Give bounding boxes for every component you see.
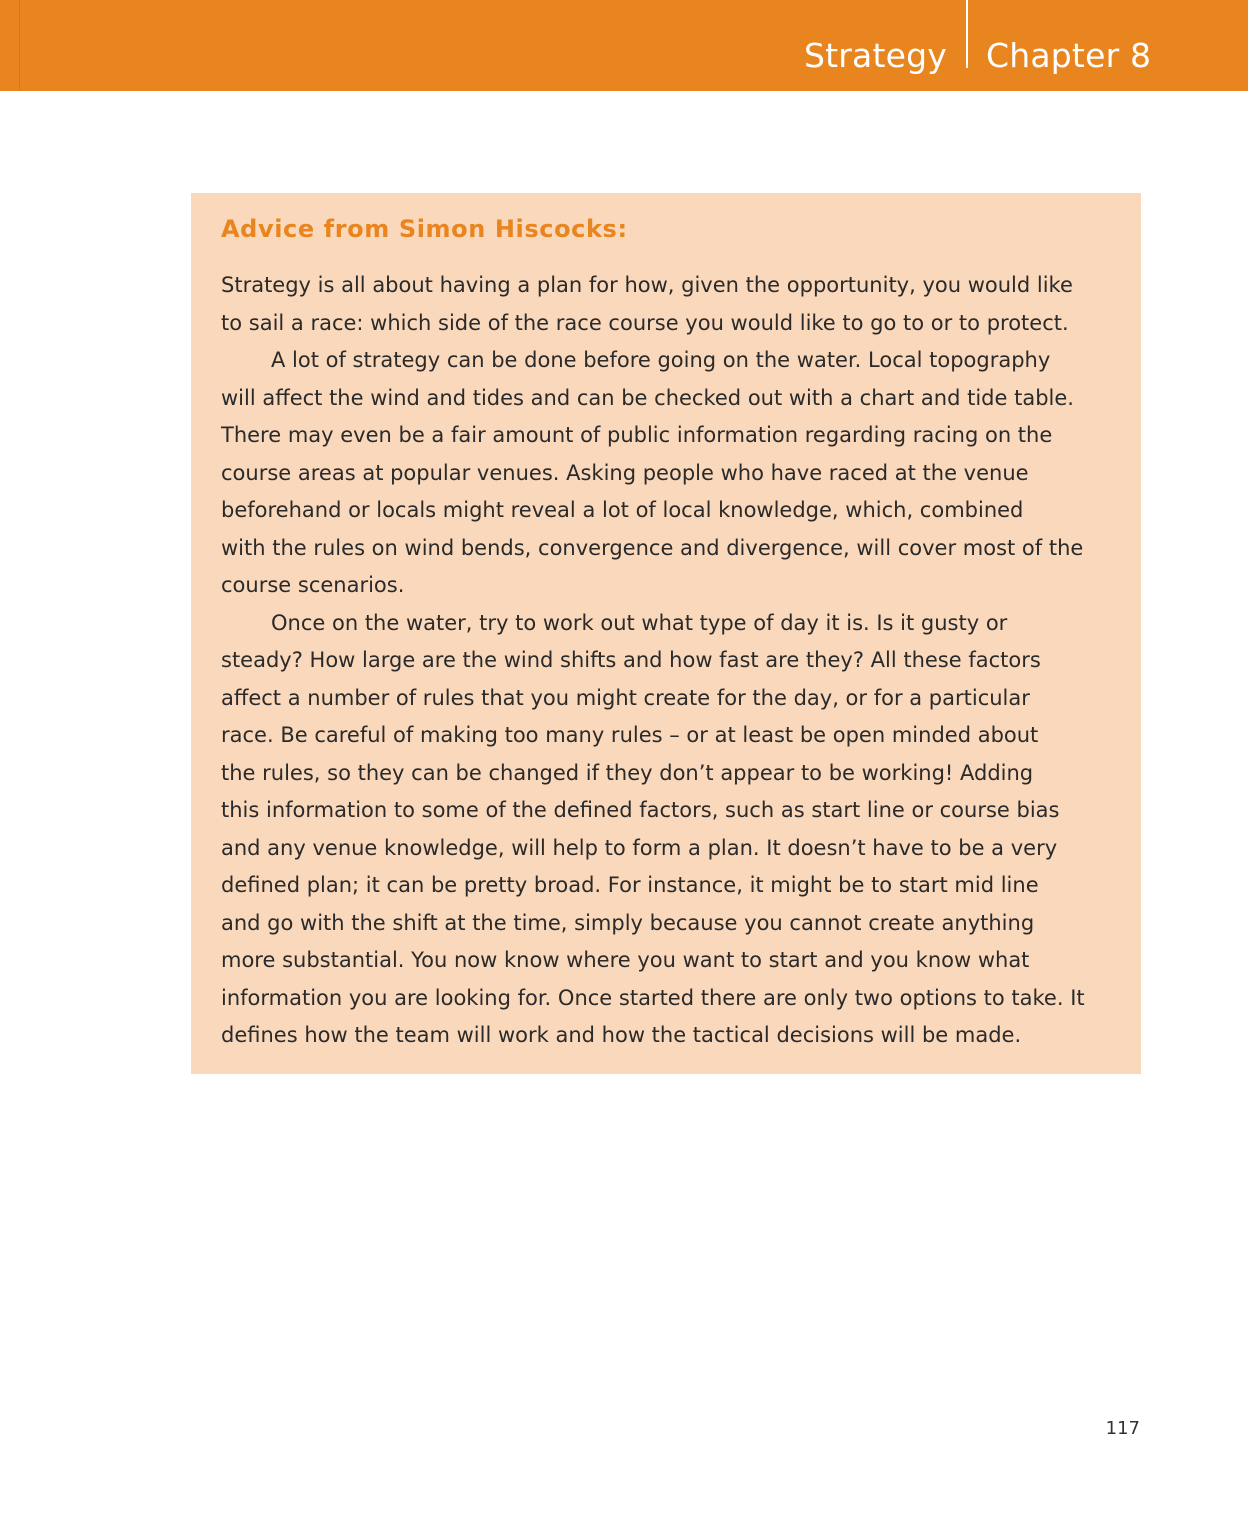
header-divider	[966, 0, 968, 68]
advice-line: Strategy is all about having a plan for how, given the opportunity, you would like	[221, 273, 1073, 297]
advice-line: this information to some of the defined factors, such as start line or course bias	[221, 798, 1060, 822]
advice-line: race. Be careful of making too many rules – or at least be open minded about	[221, 723, 1039, 747]
advice-line: Once on the water, try to work out what type of day it is. Is it gusty or	[271, 610, 1008, 635]
advice-line: A lot of strategy can be done before going on the water. Local topography	[271, 348, 1051, 372]
advice-line: steady? How large are the wind shifts and how fast are they? All these factors	[221, 648, 1041, 672]
page-number: 117	[1105, 1418, 1140, 1439]
advice-line: the rules, so they can be changed if they don’t appear to be working! Adding	[221, 760, 1034, 785]
advice-line: defines how the team will work and how the tactical decisions will be made.	[221, 1023, 1022, 1047]
advice-line: course scenarios.	[221, 573, 405, 597]
advice-box	[191, 193, 1141, 1074]
advice-line: more substantial. You now know where you want to start and you know what	[221, 948, 1030, 972]
advice-line: beforehand or locals might reveal a lot of local knowledge, which, combined	[221, 498, 1024, 522]
header-chapter-label: Chapter 8	[986, 36, 1152, 75]
advice-line: There may even be a fair amount of public information regarding racing on the	[221, 423, 1053, 447]
advice-line: information you are looking for. Once started there are only two options to take. It	[221, 985, 1085, 1010]
header-edge-line	[19, 0, 20, 91]
advice-line: and go with the shift at the time, simply because you cannot create anything	[221, 910, 1035, 935]
advice-line: course areas at popular venues. Asking people who have raced at the venue	[221, 460, 1029, 485]
advice-title: Advice from Simon Hiscocks:	[221, 215, 628, 243]
advice-line: and any venue knowledge, will help to form a plan. It doesn’t have to be a very	[221, 835, 1058, 860]
chapter-header-bar	[0, 0, 1248, 91]
advice-line: with the rules on wind bends, convergence and divergence, will cover most of the	[221, 535, 1084, 560]
advice-line: to sail a race: which side of the race course you would like to go to or to protect.	[221, 310, 1069, 335]
advice-line: will affect the wind and tides and can be checked out with a chart and tide table.	[221, 385, 1074, 410]
advice-body	[221, 267, 1126, 1055]
advice-line: defined plan; it can be pretty broad. For instance, it might be to start mid line	[221, 873, 1039, 897]
header-section-title: Strategy	[804, 36, 947, 75]
advice-line: affect a number of rules that you might create for the day, or for a particular	[221, 685, 1030, 710]
